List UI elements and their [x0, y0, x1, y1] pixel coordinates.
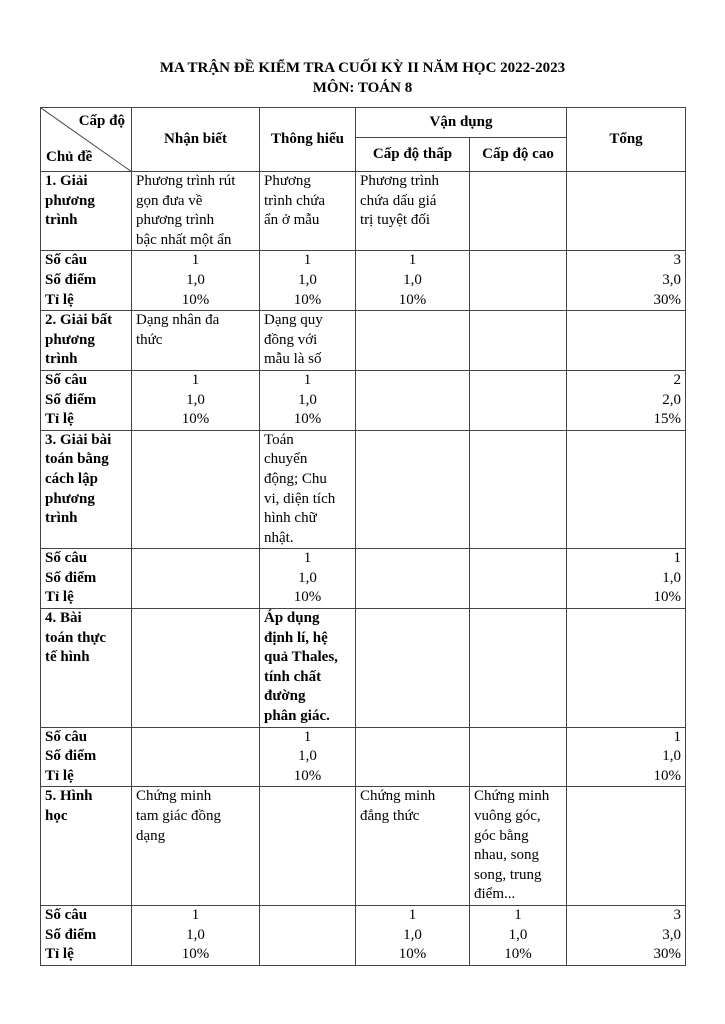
content-cap-do-thap-line: Chứng minh	[360, 788, 436, 805]
content-cap-do-thap	[356, 430, 470, 549]
content-thong-hieu	[260, 172, 356, 251]
content-thong-hieu-line: chuyển	[264, 451, 308, 468]
stat-value-line: 10%	[181, 946, 210, 963]
stat-value-line: 1,0	[662, 569, 682, 586]
stat-value-line: 1,0	[298, 569, 317, 586]
stat-value-line: 1	[191, 252, 200, 269]
stats-row-5	[41, 905, 686, 965]
topic-row-5	[41, 787, 686, 906]
stat-value-line: 1,0	[186, 271, 205, 288]
stat-value-line: 3,0	[662, 271, 682, 288]
thong-hieu-header: Thông hiểu	[260, 108, 356, 172]
stat-label-so-cau: Số câu	[45, 252, 88, 269]
stat-value-line: 1	[408, 906, 417, 923]
content-nhan-biet-line: Dạng nhân đa	[136, 312, 220, 329]
stat-cap-do-thap	[356, 549, 470, 609]
stats-row-4	[41, 727, 686, 787]
content-tong	[567, 609, 686, 728]
stat-cap-do-thap	[356, 251, 470, 311]
stat-value-line: 10%	[293, 767, 322, 784]
content-cap-do-thap	[356, 172, 470, 251]
content-thong-hieu-line: định lí, hệ	[264, 629, 328, 646]
stat-value-line: 10%	[398, 291, 427, 308]
content-thong-hieu-line: phân giác.	[264, 708, 330, 725]
topic-name-line: phương	[45, 192, 95, 209]
title-line-1: MA TRẬN ĐỀ KIỂM TRA CUỐI KỲ II NĂM HỌC 2022-2023	[159, 60, 566, 76]
stat-value-line: 1	[191, 371, 200, 388]
content-nhan-biet-line: tam giác đồng	[136, 808, 221, 824]
stat-cap-do-thap	[356, 727, 470, 787]
topic-name-line: phương	[45, 490, 95, 507]
stat-nhan-biet	[132, 251, 260, 311]
stat-thong-hieu	[260, 549, 356, 609]
content-cap-do-thap-line: chứa dấu giá	[360, 192, 437, 209]
stat-value-line: 1,0	[186, 391, 205, 408]
content-nhan-biet-line: Chứng minh	[136, 788, 212, 805]
stat-labels	[41, 905, 132, 965]
content-thong-hieu-line: quả Thales,	[264, 649, 338, 666]
topic-name	[41, 430, 132, 549]
content-tong	[567, 311, 686, 371]
content-cap-do-cao-line: vuông góc,	[474, 808, 541, 824]
stat-value-line: 3	[673, 906, 682, 923]
stat-value-line: 1	[303, 728, 312, 745]
content-thong-hieu-line: hình chữ	[264, 510, 317, 527]
content-cap-do-cao-line: Chứng minh	[474, 788, 550, 805]
topic-name-line: phương	[45, 331, 95, 348]
content-thong-hieu-line: đường	[264, 688, 306, 705]
stat-nhan-biet	[132, 905, 260, 965]
content-thong-hieu-line: Toán	[264, 431, 294, 448]
stat-nhan-biet	[132, 370, 260, 430]
content-nhan-biet-line: gọn đưa về	[136, 192, 203, 209]
content-thong-hieu-line: trình chứa	[264, 192, 326, 209]
corner-header	[41, 108, 132, 172]
stat-thong-hieu	[260, 251, 356, 311]
content-cap-do-cao	[470, 430, 567, 549]
stat-value-line: 1	[673, 728, 682, 745]
content-thong-hieu-line: nhật.	[264, 529, 294, 546]
stat-label-ti-le: Tỉ lệ	[45, 946, 74, 963]
content-cap-do-cao-line: điểm...	[474, 886, 516, 903]
content-nhan-biet	[132, 172, 260, 251]
stat-value-line: 10%	[293, 589, 322, 606]
content-nhan-biet-line: thức	[136, 331, 163, 348]
stats-row-2	[41, 370, 686, 430]
content-nhan-biet	[132, 430, 260, 549]
topic-name-line: trình	[45, 510, 78, 527]
stat-label-so-cau: Số câu	[45, 906, 88, 923]
stat-tong	[567, 370, 686, 430]
stat-value-line: 2,0	[662, 391, 682, 408]
stat-value-line: 30%	[653, 291, 682, 308]
topic-name-line: trình	[45, 212, 78, 229]
topic-name-line: học	[45, 808, 68, 824]
stat-labels	[41, 727, 132, 787]
stat-value-line: 30%	[653, 946, 682, 963]
document-title	[0, 58, 725, 98]
stat-value-line: 1	[303, 371, 312, 388]
topic-name-line: toán bằng	[45, 451, 109, 468]
topic-name-line: cách lập	[45, 470, 98, 487]
stat-value-line: 1,0	[298, 391, 317, 408]
stat-value-line: 10%	[504, 946, 532, 963]
topic-name	[41, 172, 132, 251]
stat-value-line: 1,0	[186, 926, 205, 943]
content-tong	[567, 787, 686, 906]
cap-do-thap-header: Cấp độ thấp	[356, 138, 470, 172]
stat-thong-hieu	[260, 905, 356, 965]
stat-labels	[41, 549, 132, 609]
content-cap-do-cao	[470, 609, 567, 728]
stat-cap-do-thap	[356, 370, 470, 430]
stat-cap-do-cao	[470, 905, 567, 965]
stat-value-line: 10%	[293, 411, 322, 428]
stat-cap-do-cao	[470, 549, 567, 609]
stat-label-ti-le: Tỉ lệ	[45, 291, 74, 308]
title-line-2: MÔN: TOÁN 8	[312, 80, 413, 96]
stat-value-line: 1	[673, 550, 682, 567]
content-thong-hieu-line: ẩn ở mẫu	[264, 212, 320, 229]
content-nhan-biet-line: Phương trình rút	[136, 173, 236, 189]
content-cap-do-thap-line: Phương trình	[360, 173, 439, 189]
stat-value-line: 10%	[181, 291, 210, 308]
stat-label-so-diem: Số điểm	[45, 391, 97, 408]
topic-row-3	[41, 430, 686, 549]
content-thong-hieu-line: động; Chu	[264, 470, 327, 487]
topic-row-2	[41, 311, 686, 371]
stat-label-ti-le: Tỉ lệ	[45, 589, 74, 606]
content-cap-do-cao-line: song, trung	[474, 866, 542, 883]
stat-value-line: 1,0	[298, 271, 317, 288]
content-cap-do-cao	[470, 311, 567, 371]
content-cap-do-thap-line: đẳng thức	[360, 808, 420, 824]
stat-value-line: 2	[673, 371, 682, 388]
stat-thong-hieu	[260, 370, 356, 430]
stat-value-line: 1,0	[298, 748, 317, 765]
content-cap-do-thap	[356, 609, 470, 728]
stat-value-line: 10%	[398, 946, 427, 963]
stat-tong	[567, 251, 686, 311]
stat-tong	[567, 549, 686, 609]
topic-name-line: trình	[45, 351, 78, 368]
stat-label-ti-le: Tỉ lệ	[45, 411, 74, 428]
content-nhan-biet	[132, 787, 260, 906]
content-thong-hieu-line: Áp dụng	[264, 610, 320, 627]
content-cap-do-cao	[470, 172, 567, 251]
stat-tong	[567, 727, 686, 787]
stat-cap-do-cao	[470, 727, 567, 787]
stat-value-line: 10%	[653, 767, 682, 784]
stat-cap-do-thap	[356, 905, 470, 965]
topic-name	[41, 609, 132, 728]
content-thong-hieu	[260, 787, 356, 906]
topic-name-line: 4. Bài	[45, 610, 82, 627]
topic-row-4	[41, 609, 686, 728]
stat-thong-hieu	[260, 727, 356, 787]
topic-name	[41, 311, 132, 371]
content-thong-hieu-line: vi, diện tích	[264, 490, 336, 507]
content-tong	[567, 430, 686, 549]
content-nhan-biet	[132, 311, 260, 371]
stat-value-line: 10%	[293, 291, 322, 308]
cap-do-cao-header: Cấp độ cao	[470, 138, 567, 172]
topic-name-line: tế hình	[45, 649, 90, 666]
content-thong-hieu-line: tính chất	[264, 668, 322, 685]
stat-label-so-cau: Số câu	[45, 728, 88, 745]
topic-name-line: toán thực	[45, 629, 107, 646]
stat-value-line: 15%	[653, 411, 682, 428]
stat-tong	[567, 905, 686, 965]
exam-matrix-table	[40, 107, 686, 966]
content-cap-do-thap	[356, 787, 470, 906]
content-thong-hieu	[260, 430, 356, 549]
content-thong-hieu-line: mẫu là số	[264, 351, 322, 368]
content-thong-hieu-line: đồng với	[264, 331, 318, 348]
content-nhan-biet	[132, 609, 260, 728]
stat-value-line: 1	[408, 252, 417, 269]
content-nhan-biet-line: dạng	[136, 827, 166, 844]
stat-label-so-diem: Số điểm	[45, 569, 97, 586]
stat-value-line: 1,0	[508, 926, 528, 943]
nhan-biet-header: Nhận biết	[132, 108, 260, 172]
content-nhan-biet-line: phương trình	[136, 212, 215, 229]
stat-label-so-cau: Số câu	[45, 371, 88, 388]
header-row-1	[41, 108, 686, 138]
stat-value-line: 3,0	[662, 926, 682, 943]
stat-label-ti-le: Tỉ lệ	[45, 767, 74, 784]
content-cap-do-thap	[356, 311, 470, 371]
stat-label-so-diem: Số điểm	[45, 271, 97, 288]
stat-labels	[41, 370, 132, 430]
stat-nhan-biet	[132, 727, 260, 787]
stat-value-line: 1,0	[403, 926, 422, 943]
content-cap-do-cao	[470, 787, 567, 906]
stat-value-line: 1	[514, 906, 522, 923]
stat-value-line: 3	[673, 252, 682, 269]
van-dung-header: Vận dụng	[356, 108, 567, 138]
tong-header: Tổng	[567, 108, 686, 172]
content-thong-hieu-line: Phương	[264, 173, 311, 189]
stat-value-line: 1,0	[403, 271, 422, 288]
topic-name-line: 5. Hình	[45, 788, 93, 805]
content-tong	[567, 172, 686, 251]
stat-label-so-diem: Số điểm	[45, 926, 97, 943]
stat-labels	[41, 251, 132, 311]
content-cap-do-cao-line: góc bằng	[474, 827, 529, 844]
stat-nhan-biet	[132, 549, 260, 609]
stat-value-line: 1	[303, 550, 312, 567]
stat-value-line: 1,0	[662, 748, 682, 765]
stat-value-line: 10%	[653, 589, 682, 606]
chu-de-label: Chủ đề	[46, 149, 93, 166]
content-nhan-biet-line: bậc nhất một ẩn	[136, 231, 232, 248]
stat-label-so-diem: Số điểm	[45, 748, 97, 765]
topic-name	[41, 787, 132, 906]
stat-cap-do-cao	[470, 370, 567, 430]
content-thong-hieu-line: Dạng quy	[264, 312, 323, 329]
topic-name-line: 2. Giải bất	[45, 312, 113, 329]
stat-value-line: 1	[191, 906, 200, 923]
topic-name-line: 3. Giải bài	[45, 431, 112, 448]
matrix-body	[41, 172, 686, 966]
content-cap-do-thap-line: trị tuyệt đối	[360, 212, 430, 229]
stat-cap-do-cao	[470, 251, 567, 311]
topic-row-1	[41, 172, 686, 251]
cap-do-label: Cấp độ	[78, 113, 125, 129]
stats-row-1	[41, 251, 686, 311]
content-thong-hieu	[260, 609, 356, 728]
topic-name-line: 1. Giải	[45, 173, 88, 189]
stat-value-line: 1	[303, 252, 312, 269]
content-thong-hieu	[260, 311, 356, 371]
stat-value-line: 10%	[181, 411, 210, 428]
content-cap-do-cao-line: nhau, song	[474, 847, 539, 864]
stat-label-so-cau: Số câu	[45, 550, 88, 567]
stats-row-3	[41, 549, 686, 609]
